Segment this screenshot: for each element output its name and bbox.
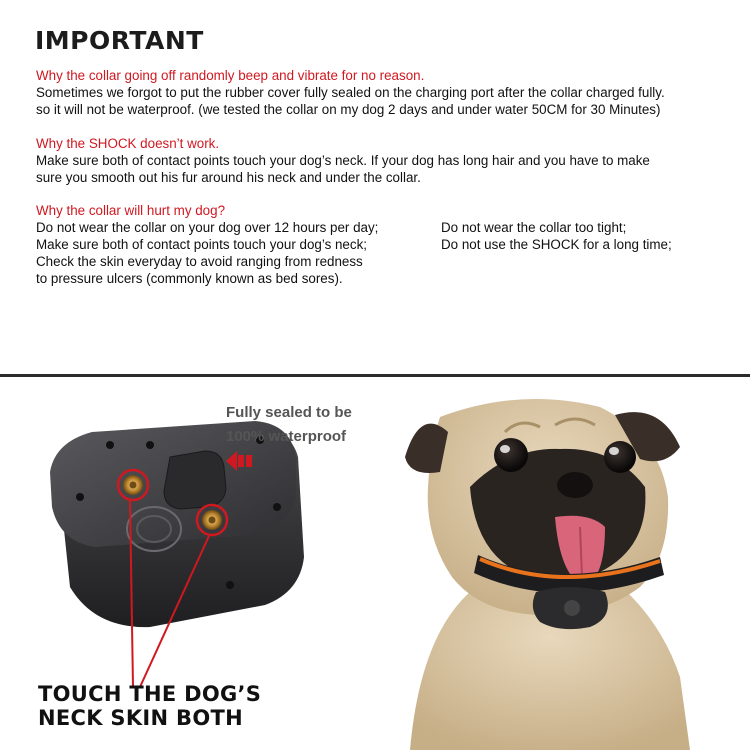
- bottom-caption-line1: TOUCH THE DOG’S: [38, 682, 262, 706]
- section-line: Make sure both of contact points touch your dog’s neck. If your dog has long hair and you have to make: [36, 153, 650, 168]
- section-line: Make sure both of contact points touch your dog’s neck;: [36, 237, 367, 252]
- bottom-caption-line2: NECK SKIN BOTH: [38, 706, 243, 730]
- section-line: Sometimes we forgot to put the rubber cover fully sealed on the charging port after the collar charged fully.: [36, 85, 665, 100]
- section-question: Why the collar will hurt my dog?: [36, 203, 226, 218]
- section-line: sure you smooth out his fur around his neck and under the collar.: [36, 170, 421, 185]
- section-line: Do not use the SHOCK for a long time;: [441, 237, 672, 252]
- page-title: IMPORTANT: [35, 26, 204, 55]
- section-waterproof: [36, 67, 665, 118]
- section-line: Do not wear the collar on your dog over 12 hours per day;: [36, 220, 379, 235]
- section-line: so it will not be waterproof. (we tested the collar on my dog 2 days and under water 50CM for 30 Minutes): [36, 102, 661, 117]
- section-hurt-right-column: [441, 219, 672, 253]
- collar-receiver: [50, 421, 304, 687]
- section-line: to pressure ulcers (commonly known as bed sores).: [36, 271, 343, 286]
- waterproof-callout-line1: Fully sealed to be: [226, 404, 352, 421]
- section-question: Why the SHOCK doesn’t work.: [36, 136, 220, 151]
- section-question: Why the collar going off randomly beep and vibrate for no reason.: [36, 68, 425, 83]
- section-line: Do not wear the collar too tight;: [441, 220, 627, 235]
- section-line: Check the skin everyday to avoid ranging from redness: [36, 254, 363, 269]
- section-hurt: [36, 202, 378, 287]
- waterproof-callout-line2: 100% waterproof: [226, 428, 347, 445]
- section-shock: [36, 135, 650, 186]
